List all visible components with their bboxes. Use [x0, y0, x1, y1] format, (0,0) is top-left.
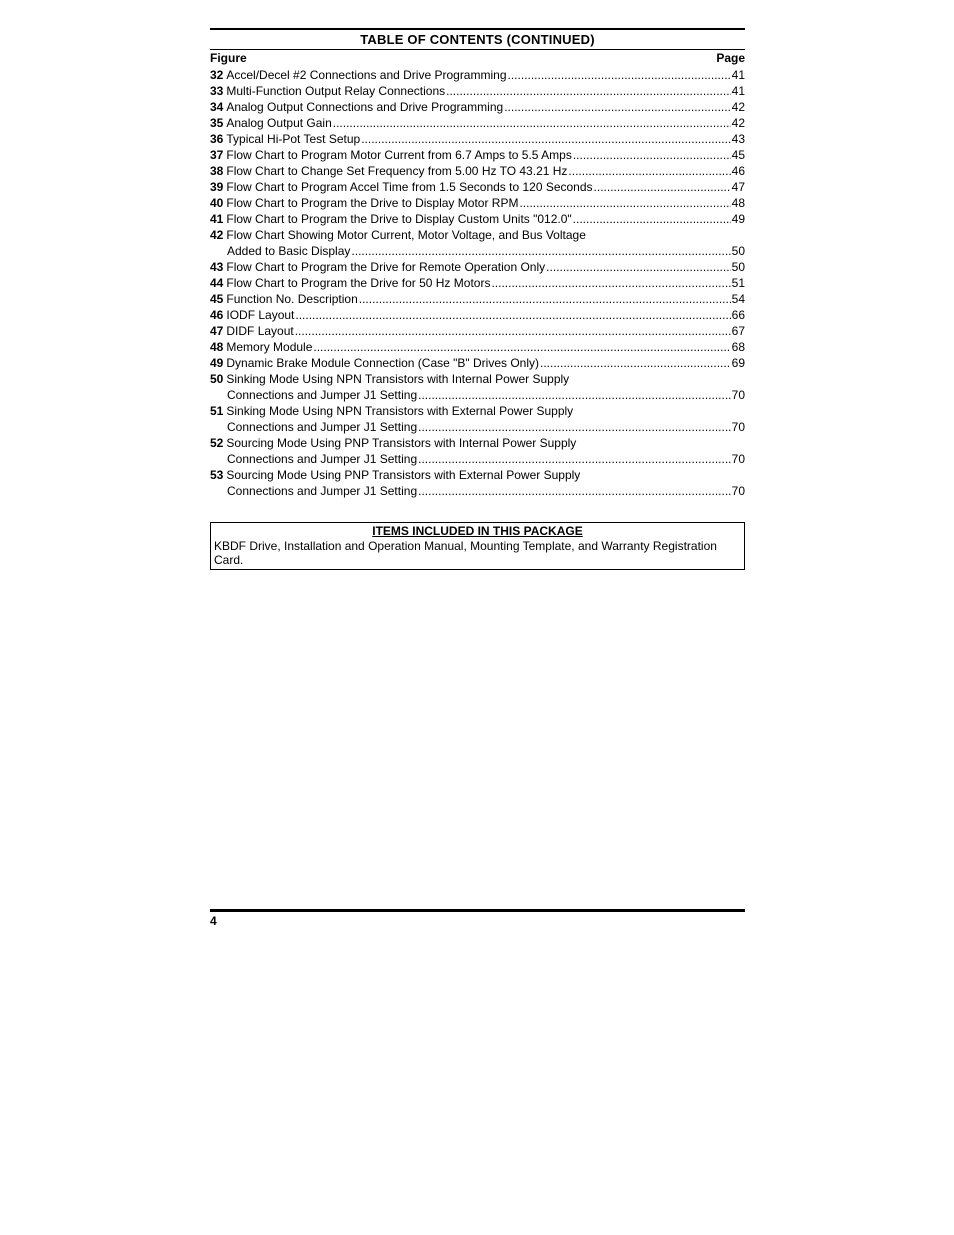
toc-entry: [210, 131, 745, 147]
toc-entry-line: [210, 259, 745, 275]
figure-caption: Dynamic Brake Module Connection (Case "B" Drives Only): [226, 356, 539, 370]
toc-entry: [210, 403, 745, 435]
toc-entry-line: [210, 339, 745, 355]
page-reference: 41: [731, 68, 745, 82]
dot-leader: [508, 67, 731, 83]
toc-entry-line: [210, 83, 745, 99]
page-reference: 69: [731, 356, 745, 370]
page-reference: 67: [731, 324, 745, 338]
page-reference: 42: [731, 100, 745, 114]
figure-caption: Flow Chart to Program the Drive to Display Motor RPM: [226, 196, 519, 210]
page-reference: 70: [731, 420, 745, 434]
toc-entry: [210, 115, 745, 131]
figure-caption: Accel/Decel #2 Connections and Drive Programming: [226, 68, 507, 82]
toc-entry-line: [210, 323, 745, 339]
toc-entry: [210, 371, 745, 403]
toc-entry-line: [210, 115, 745, 131]
figure-caption: DIDF Layout: [226, 324, 294, 338]
toc-entry-continuation: [210, 419, 745, 435]
page-reference: 66: [731, 308, 745, 322]
dot-leader: [359, 291, 731, 307]
figure-number: 40: [210, 196, 224, 210]
toc-section: [210, 28, 745, 499]
figure-number: 43: [210, 260, 224, 274]
figure-caption: Sinking Mode Using NPN Transistors with External Power Supply: [226, 404, 574, 418]
figure-number: 32: [210, 68, 224, 82]
toc-entry: [210, 99, 745, 115]
dot-leader: [491, 275, 730, 291]
figure-caption: Sinking Mode Using NPN Transistors with Internal Power Supply: [226, 372, 570, 386]
figure-caption: Connections and Jumper J1 Setting: [227, 388, 418, 402]
toc-entry: [210, 323, 745, 339]
figure-caption: Multi-Function Output Relay Connections: [226, 84, 446, 98]
toc-entry-line: [210, 211, 745, 227]
toc-entry: [210, 259, 745, 275]
figure-number: 45: [210, 292, 224, 306]
toc-entry-continuation: [210, 451, 745, 467]
toc-entry-line: [210, 227, 745, 243]
dot-leader: [519, 195, 730, 211]
figure-caption: Flow Chart to Program Motor Current from 6.7 Amps to 5.5 Amps: [226, 148, 572, 162]
figure-number: 50: [210, 372, 224, 386]
page-reference: 70: [731, 452, 745, 466]
toc-entry: [210, 467, 745, 499]
figure-caption: Analog Output Gain: [226, 116, 332, 130]
figure-caption: Analog Output Connections and Drive Programming: [226, 100, 504, 114]
dot-leader: [504, 99, 730, 115]
page-reference: 47: [731, 180, 745, 194]
page-reference: 68: [731, 340, 745, 354]
page-reference: 49: [731, 212, 745, 226]
package-contents-box: [210, 522, 745, 570]
toc-entry-line: [210, 355, 745, 371]
toc-entry: [210, 147, 745, 163]
toc-entry: [210, 275, 745, 291]
figure-number: 49: [210, 356, 224, 370]
page-reference: 70: [731, 484, 745, 498]
figure-number: 38: [210, 164, 224, 178]
toc-entry: [210, 339, 745, 355]
figure-caption: Connections and Jumper J1 Setting: [227, 452, 418, 466]
figure-number: 44: [210, 276, 224, 290]
dot-leader: [418, 451, 731, 467]
toc-entry: [210, 83, 745, 99]
page-reference: 43: [731, 132, 745, 146]
figure-caption: Flow Chart to Program the Drive for Remote Operation Only: [226, 260, 546, 274]
figure-column-header: Figure: [210, 51, 247, 65]
page-reference: 45: [731, 148, 745, 162]
figure-number: 53: [210, 468, 224, 482]
figure-caption: IODF Layout: [226, 308, 295, 322]
page-column-header: Page: [716, 51, 745, 65]
title-rule: [210, 49, 745, 50]
toc-entry: [210, 67, 745, 83]
dot-leader: [418, 419, 731, 435]
toc-entry-line: [210, 99, 745, 115]
figure-caption: Flow Chart to Program the Drive for 50 Hz Motors: [226, 276, 491, 290]
toc-entry-continuation: [210, 243, 745, 259]
toc-entry: [210, 291, 745, 307]
figure-caption: Sourcing Mode Using PNP Transistors with Internal Power Supply: [226, 436, 577, 450]
figure-number: 35: [210, 116, 224, 130]
page-reference: 54: [731, 292, 745, 306]
toc-entry: [210, 179, 745, 195]
figure-number: 42: [210, 228, 224, 242]
page-reference: 50: [731, 260, 745, 274]
figure-number: 48: [210, 340, 224, 354]
toc-entry: [210, 435, 745, 467]
figure-number: 52: [210, 436, 224, 450]
dot-leader: [540, 355, 731, 371]
toc-entry-line: [210, 467, 745, 483]
toc-entry-line: [210, 403, 745, 419]
toc-entry-list: [210, 67, 745, 499]
toc-entry-line: [210, 179, 745, 195]
toc-entry-line: [210, 147, 745, 163]
dot-leader: [351, 243, 730, 259]
figure-caption: Flow Chart to Program the Drive to Display Custom Units "012.0": [226, 212, 572, 226]
figure-caption: Flow Chart to Program Accel Time from 1.5 Seconds to 120 Seconds: [226, 180, 593, 194]
dot-leader: [573, 211, 731, 227]
figure-number: 37: [210, 148, 224, 162]
page-reference: 48: [731, 196, 745, 210]
package-contents-text: KBDF Drive, Installation and Operation Manual, Mounting Template, and Warranty Registration Card.: [214, 539, 717, 567]
dot-leader: [361, 131, 730, 147]
figure-number: 34: [210, 100, 224, 114]
figure-caption: Flow Chart to Change Set Frequency from 5.00 Hz TO 43.21 Hz: [226, 164, 568, 178]
figure-number: 33: [210, 84, 224, 98]
toc-entry: [210, 227, 745, 259]
figure-caption: Function No. Description: [226, 292, 358, 306]
figure-number: 47: [210, 324, 224, 338]
page-reference: 46: [731, 164, 745, 178]
dot-leader: [573, 147, 731, 163]
toc-entry-line: [210, 275, 745, 291]
figure-caption: Connections and Jumper J1 Setting: [227, 420, 418, 434]
toc-entry-line: [210, 195, 745, 211]
package-contents-title: ITEMS INCLUDED IN THIS PACKAGE: [372, 524, 583, 538]
dot-leader: [418, 387, 731, 403]
dot-leader: [418, 483, 731, 499]
dot-leader: [313, 339, 730, 355]
figure-caption: Flow Chart Showing Motor Current, Motor Voltage, and Bus Voltage: [226, 228, 586, 242]
page-number: 4: [210, 914, 217, 928]
toc-entry: [210, 355, 745, 371]
dot-leader: [446, 83, 731, 99]
figure-caption: Sourcing Mode Using PNP Transistors with External Power Supply: [226, 468, 581, 482]
page-reference: 42: [731, 116, 745, 130]
dot-leader: [594, 179, 731, 195]
toc-entry-line: [210, 67, 745, 83]
page-footer: [210, 909, 745, 929]
figure-number: 36: [210, 132, 224, 146]
page-reference: 70: [731, 388, 745, 402]
figure-number: 46: [210, 308, 224, 322]
dot-leader: [333, 115, 731, 131]
figure-caption: Typical Hi-Pot Test Setup: [226, 132, 361, 146]
dot-leader: [295, 307, 730, 323]
toc-entry-line: [210, 163, 745, 179]
toc-entry-line: [210, 307, 745, 323]
toc-entry-continuation: [210, 483, 745, 499]
toc-entry-line: [210, 435, 745, 451]
footer-rule: [210, 909, 745, 912]
dot-leader: [295, 323, 731, 339]
toc-entry: [210, 307, 745, 323]
dot-leader: [568, 163, 730, 179]
toc-entry: [210, 195, 745, 211]
page-reference: 51: [731, 276, 745, 290]
figure-number: 51: [210, 404, 224, 418]
toc-title: TABLE OF CONTENTS (CONTINUED): [360, 32, 595, 47]
toc-entry-line: [210, 131, 745, 147]
toc-entry-continuation: [210, 387, 745, 403]
page-reference: 41: [731, 84, 745, 98]
toc-entry: [210, 211, 745, 227]
toc-entry: [210, 163, 745, 179]
figure-number: 39: [210, 180, 224, 194]
figure-number: 41: [210, 212, 224, 226]
toc-entry-line: [210, 291, 745, 307]
figure-caption: Connections and Jumper J1 Setting: [227, 484, 418, 498]
toc-header-row: [210, 51, 745, 66]
toc-entry-line: [210, 371, 745, 387]
page-reference: 50: [731, 244, 745, 258]
figure-caption: Memory Module: [226, 340, 313, 354]
figure-caption: Added to Basic Display: [227, 244, 351, 258]
dot-leader: [546, 259, 730, 275]
